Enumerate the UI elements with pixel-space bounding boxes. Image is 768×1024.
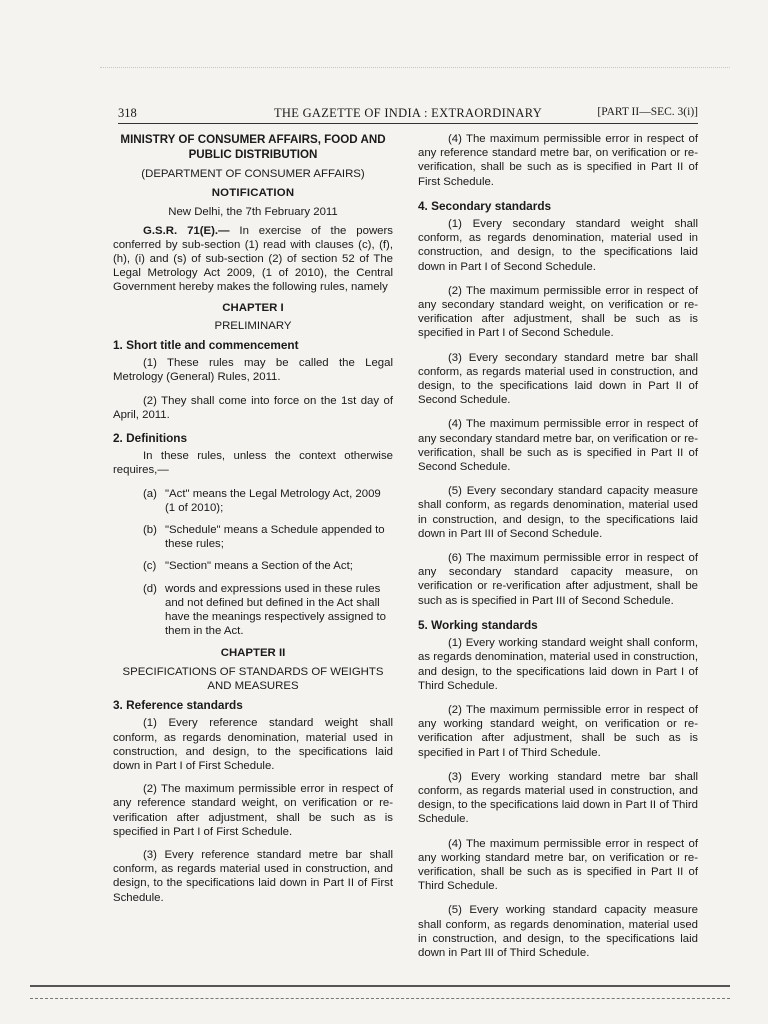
definition-item: (c) "Section" means a Section of the Act; [143,560,353,573]
chapter-2-subheading: SPECIFICATIONS OF STANDARDS OF WEIGHTS AND MEASURES [122,665,384,692]
definitions-list [143,487,393,639]
gsr-text: In exercise of the powers conferred by sub-section (1) read with clauses (c), (f), (h), (i) and (s) of sub-section (2) of section 52 of The Legal Metrology Act 2009, (1 of 2010), the Central Government hereby makes the following rules, namely [113,224,393,294]
definition-item: (b) "Schedule" means a Schedule appended to these rules; [143,524,385,551]
definition-item: (a) "Act" means the Legal Metrology Act, 2009 (1 of 2010); [143,487,381,514]
notification-date: New Delhi, the 7th February 2011 [168,206,338,219]
definition-item: (d) words and expressions used in these rules and not defined but defined in the Act shall have the meanings respectively assigned to them in the Act. [143,582,386,638]
department-heading: (DEPARTMENT OF CONSUMER AFFAIRS) [141,168,365,180]
scan-artifact-top [100,60,730,68]
section-5-heading: 5. Working standards [418,617,538,632]
section-3-para-1: (1) Every reference standard weight shall conform, as regards denomination, material used in construction, and design, to the specifications laid down in Part I of First Schedule. [113,717,393,772]
chapter-2-heading: CHAPTER II [220,647,286,660]
section-5-para-2: (2) The maximum permissible error in respect of any working standard weight, on verification or re-verification after adjustment, shall be such as is specified in Part I of Third Schedule. [418,703,698,759]
section-4-para-1: (1) Every secondary standard weight shall conform, as regards denomination, material used in construction, and design, to the specifications laid down in Part I of Second Schedule. [418,218,698,273]
section-1-para-1: (1) These rules may be called the Legal Metrology (General) Rules, 2011. [113,357,393,384]
section-5-para-1: (1) Every working standard weight shall conform, as regards denomination, material used in construction, and design, to the specifications laid down in Part I of Third Schedule. [418,637,698,692]
section-1-heading: 1. Short title and commencement [113,338,299,353]
left-column [113,132,393,914]
section-4-heading: 4. Secondary standards [418,198,552,213]
section-3-para-3: (3) Every reference standard metre bar shall conform, as regards material used in construction, and design, to the specifications laid down in Part II of First Schedule. [113,848,393,904]
ministry-heading: MINISTRY OF CONSUMER AFFAIRS, FOOD AND PUBLIC DISTRIBUTION [120,133,386,161]
section-3-para-2: (2) The maximum permissible error in respect of any reference standard weight, on verification or re-verification after adjustment, shall be such as is specified in Part I of First Schedule. [113,783,393,838]
gsr-label: G.S.R. 71(E).— [143,224,230,237]
gazette-title: THE GAZETTE OF INDIA : EXTRAORDINARY [273,106,543,120]
section-4-para-4: (4) The maximum permissible error in respect of any secondary standard metre bar, on verification or re-verification, shall be such as is specified in Part II of Second Schedule. [418,418,698,474]
section-4-para-2: (2) The maximum permissible error in respect of any secondary standard weight, on verification or re-verification after adjustment, shall be such as is specified in Part I of Second Schedule. [418,284,698,340]
section-3-heading: 3. Reference standards [113,698,243,713]
page-number: 318 [118,106,137,120]
section-4-para-5: (5) Every secondary standard capacity measure shall conform, as regards denomination, material used in construction, and design, to the specifications laid down in Part III of Second Schedule. [418,485,698,540]
section-5-para-3: (3) Every working standard metre bar shall conform, as regards material used in construction, and design, to the specifications laid down in Part II of Third Schedule. [418,770,698,826]
scan-artifact-bottom [30,985,730,999]
section-2-intro: In these rules, unless the context otherwise requires,— [113,450,393,477]
section-2-heading: 2. Definitions [113,431,188,446]
section-4-para-6: (6) The maximum permissible error in respect of any secondary standard capacity measure, on verification or re-verification after adjustment, shall be such as is specified in Part III of Second Schedule. [418,552,698,607]
notification-heading: NOTIFICATION [211,187,295,200]
chapter-1-heading: CHAPTER I [222,301,284,314]
page-header [118,106,698,124]
section-5-para-5: (5) Every working standard capacity measure shall conform, as regards denomination, material used in construction, and design, to the specifications laid down in Part III of Third Schedule. [418,904,698,959]
section-4-para-3: (3) Every secondary standard metre bar shall conform, as regards material used in construction, and design, to the specifications laid down in Part II of Second Schedule. [418,351,698,407]
section-3-para-4: (4) The maximum permissible error in respect of any reference standard metre bar, on verification or re-verification, shall be such as is specified in Part II of First Schedule. [418,133,698,188]
section-1-para-2: (2) They shall come into force on the 1st day of April, 2011. [113,394,393,421]
preliminary-heading: PRELIMINARY [214,319,292,332]
section-5-para-4: (4) The maximum permissible error in respect of any working standard metre bar, on verification or re-verification, shall be such as is specified in Part II of Third Schedule. [418,837,698,893]
gsr-paragraph [113,224,393,295]
right-column [418,132,698,970]
part-section: [PART II—SEC. 3(i)] [597,106,698,118]
